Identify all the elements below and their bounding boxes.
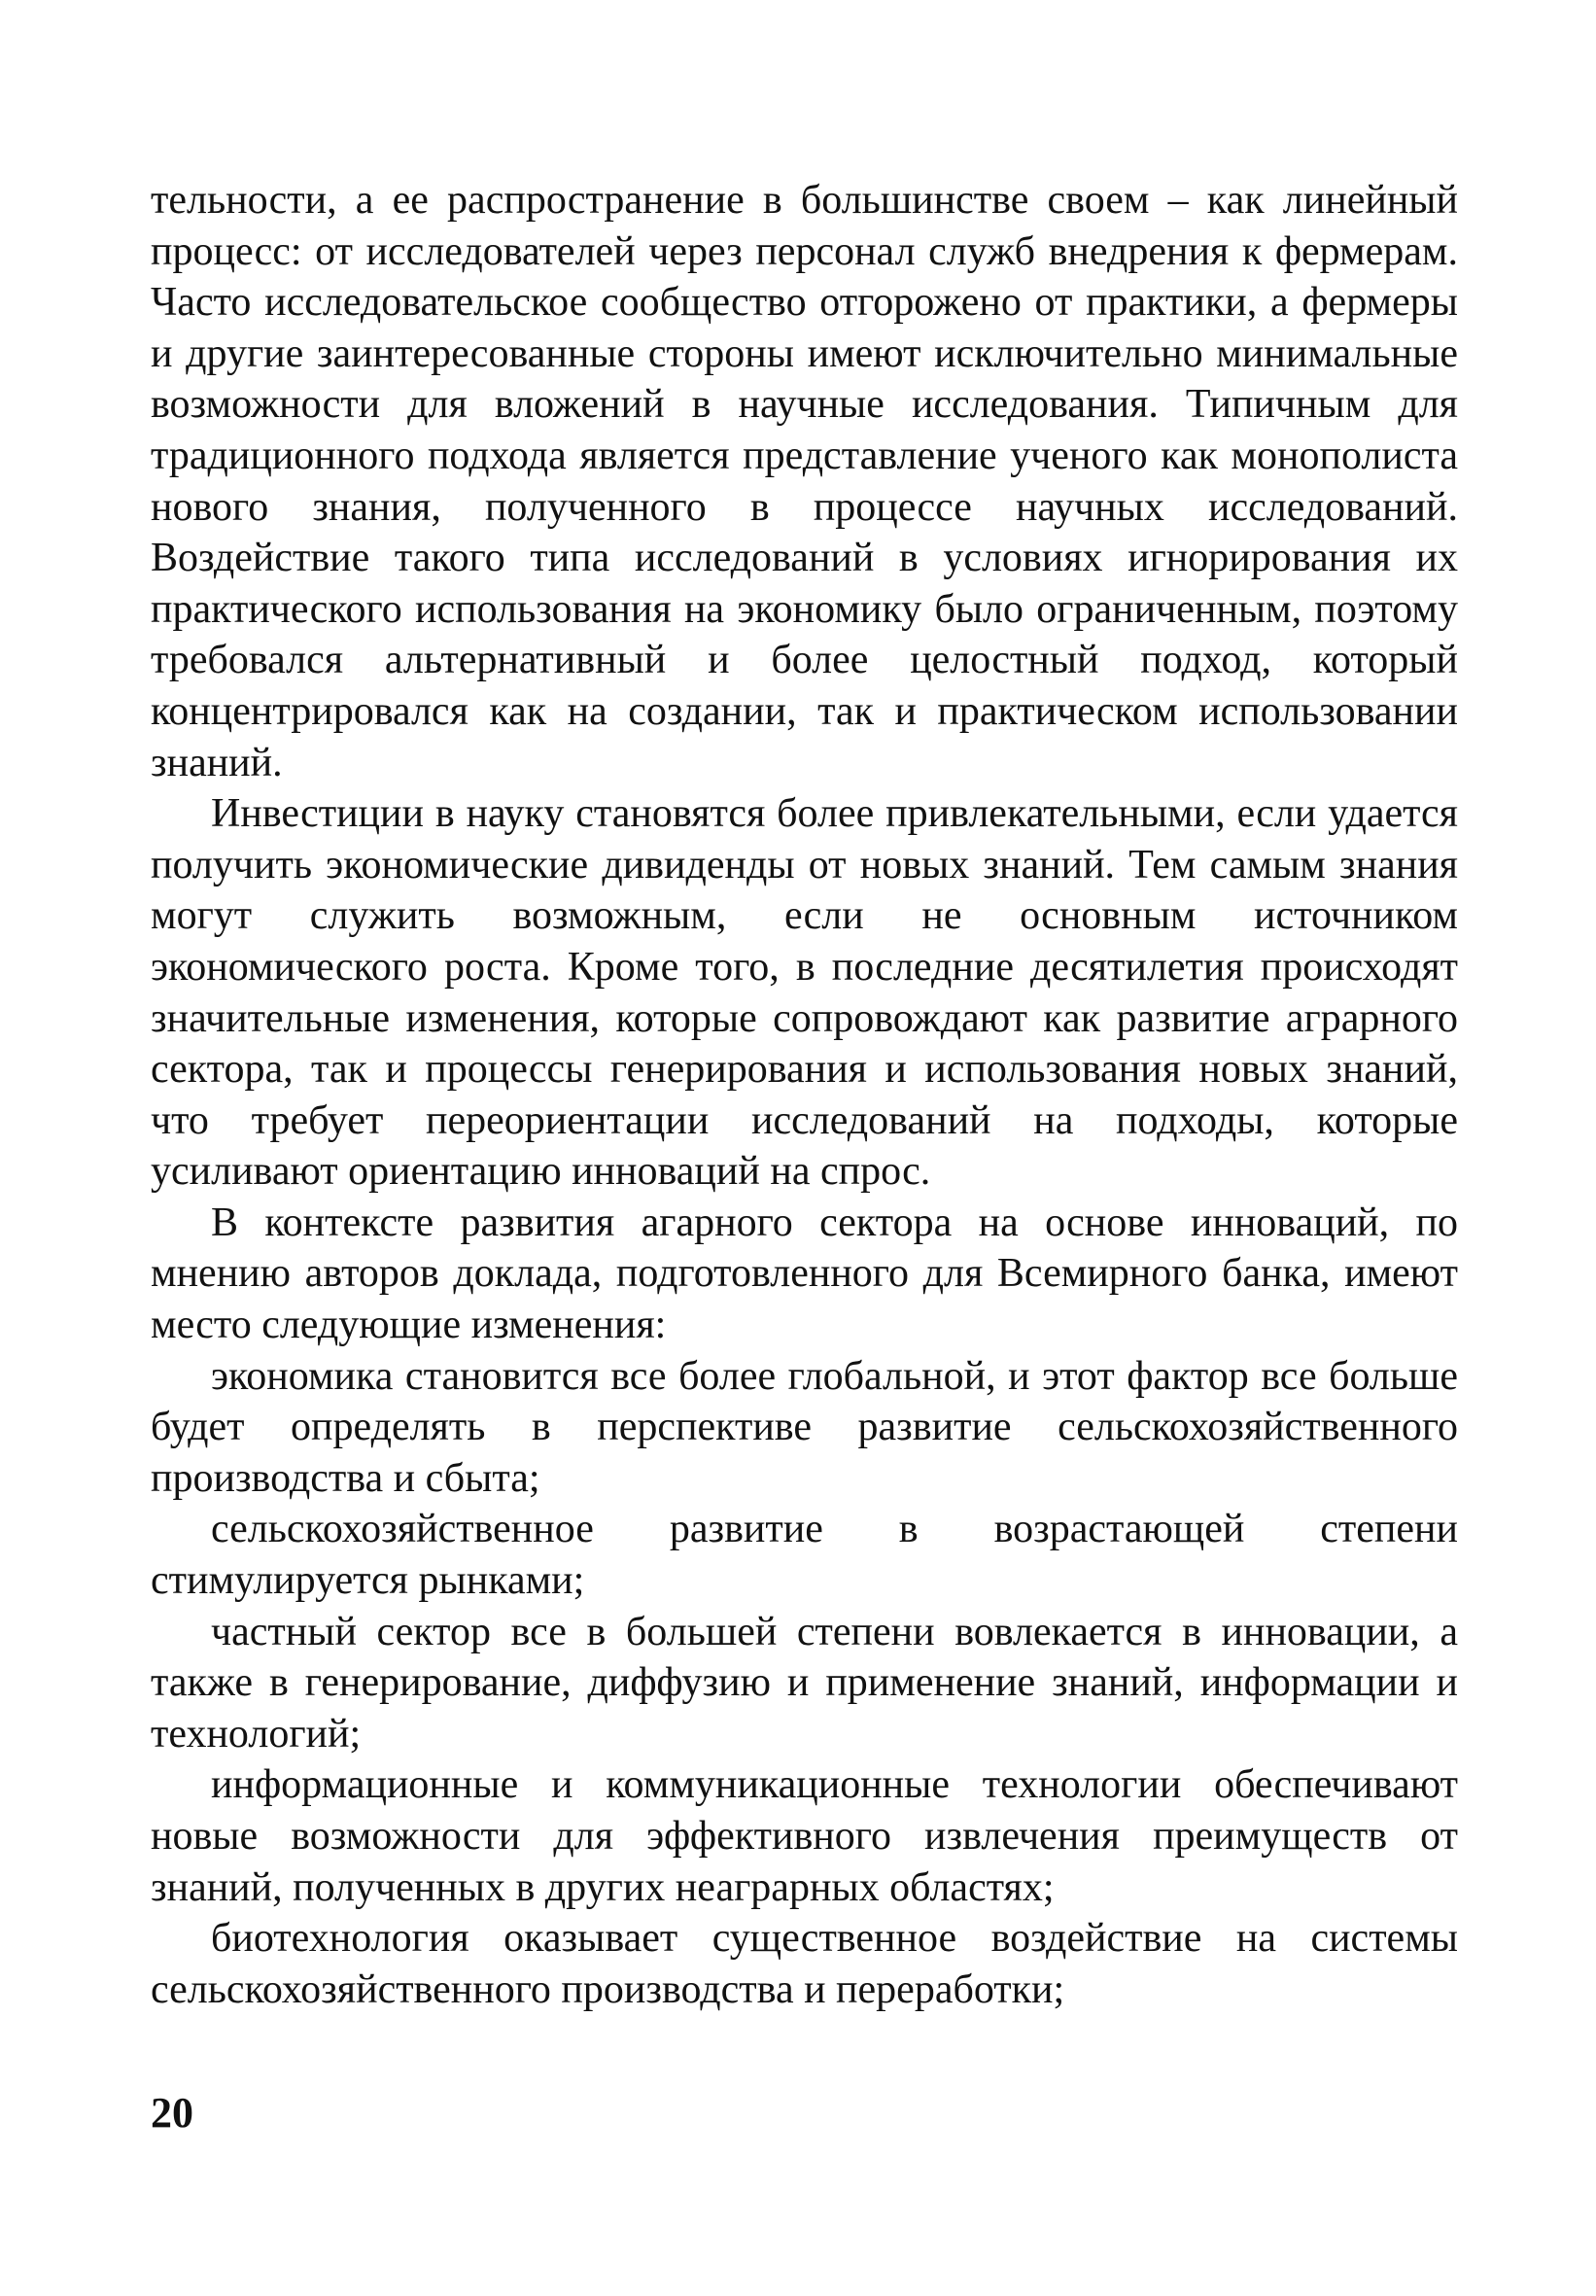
list-item-biotechnology: биотехнология оказывает существенное воздействие на системы сельскохозяйственного производства и переработки; xyxy=(151,1916,1458,2012)
paragraph-continuation: тельности, а ее распространение в большинстве своем – как линейный процесс: от исследователей через персонал служб внедрения к фермерам. Часто исследовательское сообщество отгорожено от практики, а фермеры и другие заинтересованные стороны имеют исключительно минимальные возможности для вложений в научные исследования. Типичным для традиционного подхода является представление ученого как монополиста нового знания, полученного в процессе научных исследований. Воздействие такого типа исследований в условиях игнорирования их практического использования на экономику было ограниченным, поэтому требовался альтернативный и более целостный подход, который концентрировался как на создании, так и практическом использовании знаний. xyxy=(151,178,1458,785)
page-number: 20 xyxy=(151,2089,193,2137)
paragraph-context: В контексте развития агарного сектора на основе инноваций, по мнению авторов доклада, подготовленного для Всемирного банка, имеют место следующие изменения: xyxy=(151,1200,1458,1348)
list-item-global-economy: экономика становится все более глобальной, и этот фактор все больше будет определять в перспективе развитие сельскохозяйственного производства и сбыта; xyxy=(151,1353,1458,1501)
paragraph-investments: Инвестиции в науку становятся более привлекательными, если удается получить экономические дивиденды от новых знаний. Тем самым знания могут служить возможным, если не основным источником экономического роста. Кроме того, в последние десятилетия происходят значительные изменения, которые сопровождают как развитие аграрного сектора, так и процессы генерирования и использования новых знаний, что требует переориентации исследований на подходы, которые усиливают ориентацию инноваций на спрос. xyxy=(151,791,1458,1195)
list-item-private-sector: частный сектор все в большей степени вовлекается в инновации, а также в генерирование, диффузию и применение знаний, информации и технологий; xyxy=(151,1609,1458,1757)
list-item-markets: сельскохозяйственное развитие в возрастающей степени стимулируется рынками; xyxy=(151,1507,1458,1604)
body-text xyxy=(151,175,1458,2015)
list-item-ict: информационные и коммуникационные технологии обеспечивают новые возможности для эффективного извлечения преимуществ от знаний, полученных в других неаграрных областях; xyxy=(151,1762,1458,1910)
